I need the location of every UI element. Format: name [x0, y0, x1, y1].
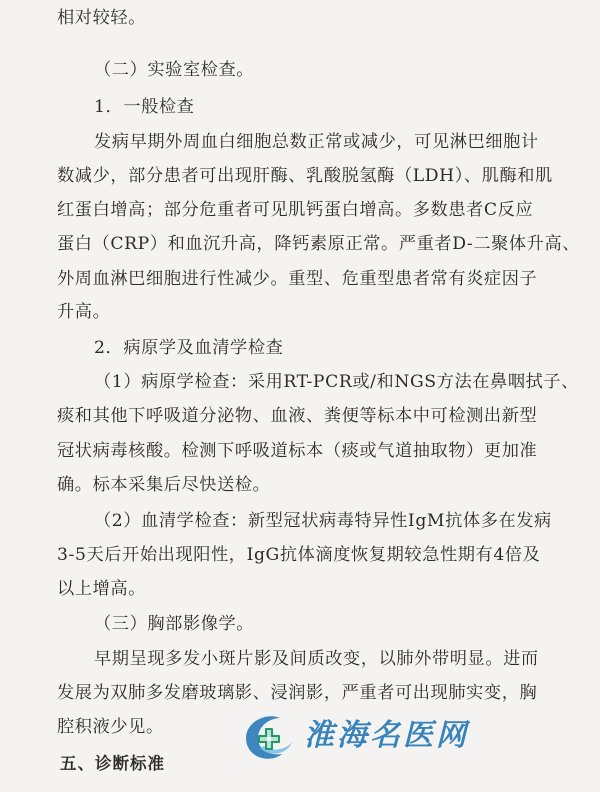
text-line: 2．病原学及血清学检查 [94, 338, 284, 358]
watermark-text: 淮海名医网 [304, 718, 469, 753]
text-line: 痰和其他下呼吸道分泌物、血液、粪便等标本中可检测出新型 [57, 406, 538, 426]
text-line: 以上增高。 [57, 579, 146, 599]
text-line: 早期呈现多发小斑片影及间质改变，以肺外带明显。进而 [94, 649, 539, 669]
text-line: （2）血清学检查：新型冠状病毒特异性IgM抗体多在发病 [94, 511, 552, 531]
text-line: 升高。 [57, 302, 111, 322]
text-line: 发病早期外周血白细胞总数正常或减少，可见淋巴细胞计 [94, 132, 539, 152]
watermark-logo [240, 700, 570, 780]
text-line: 数减少，部分患者可出现肝酶、乳酸脱氢酶（LDH）、肌酶和肌 [57, 166, 553, 186]
text-line: （二）实验室检查。 [94, 60, 255, 80]
text-line: 发展为双肺多发磨玻璃影、浸润影，严重者可出现肺实变，胸 [57, 683, 538, 703]
text-line: （三）胸部影像学。 [94, 614, 255, 634]
text-line: 3-5天后开始出现阳性，IgG抗体滴度恢复期较急性期有4倍及 [57, 545, 541, 565]
medical-cross-logo-icon [240, 708, 296, 764]
text-line: 相对较轻。 [57, 8, 146, 28]
text-line: 腔积液少见。 [57, 717, 164, 737]
section-heading: 五、诊断标准 [60, 754, 165, 773]
text-line: 蛋白（CRP）和血沉升高，降钙素原正常。严重者D-二聚体升高、 [57, 234, 581, 254]
text-line: 1．一般检查 [94, 97, 195, 117]
text-line: 冠状病毒核酸。检测下呼吸道标本（痰或气道抽取物）更加准 [57, 441, 538, 461]
text-line: 红蛋白增高；部分危重者可见肌钙蛋白增高。多数患者C反应 [57, 200, 534, 220]
text-line: 外周血淋巴细胞进行性减少。重型、危重型患者常有炎症因子 [57, 269, 538, 289]
text-line: （1）病原学检查：采用RT-PCR或/和NGS方法在鼻咽拭子、 [94, 372, 579, 392]
text-line: 确。标本采集后尽快送检。 [57, 475, 271, 495]
